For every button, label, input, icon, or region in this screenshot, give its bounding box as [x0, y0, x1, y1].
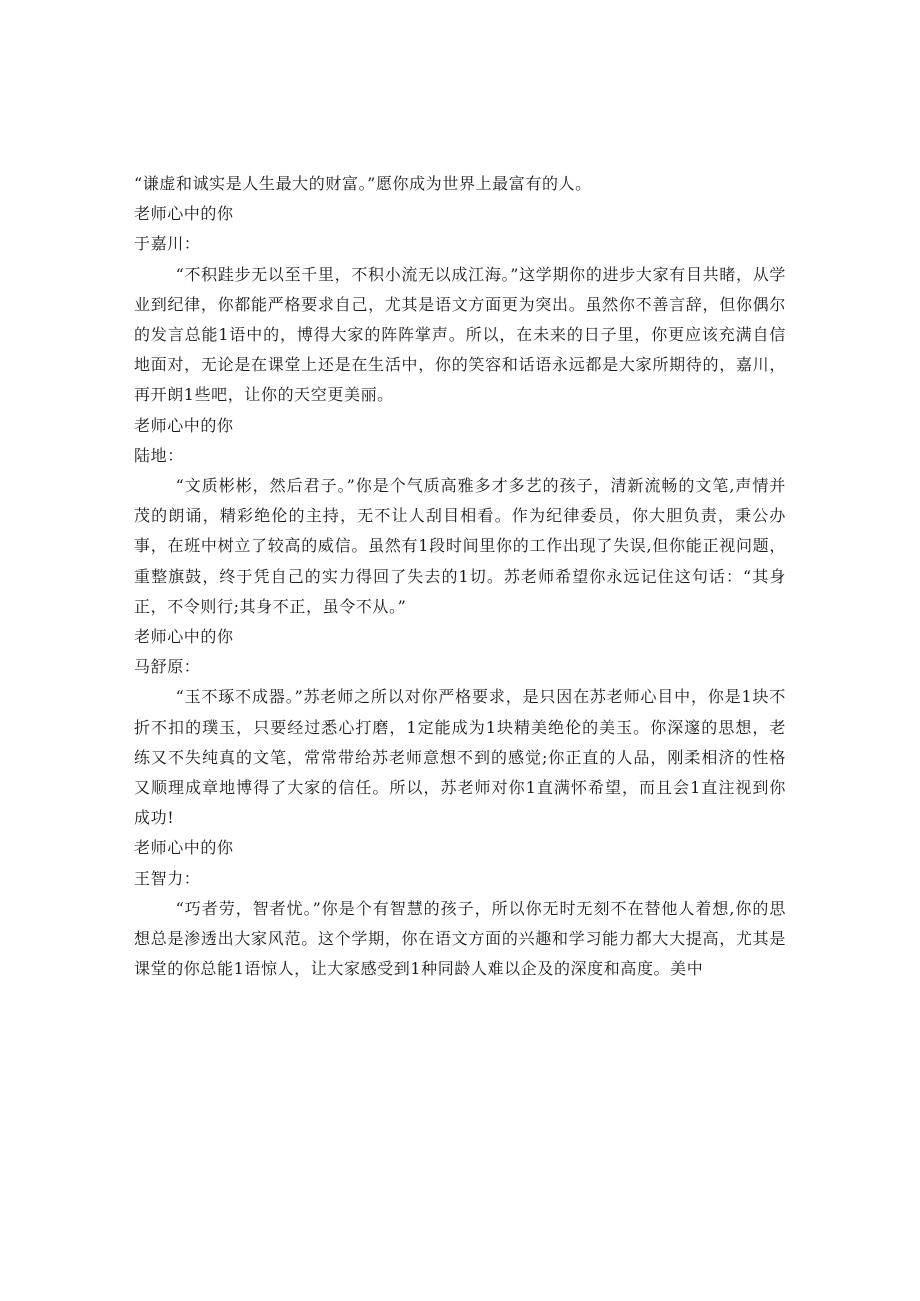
comment-paragraph: “不积跬步无以至千里，不积小流无以成江海。”这学期你的进步大家有目共睹，从学业到纪律，你都能严格要求自己，尤其是语文方面更为突出。虽然你不善言辞，但你偶尔的发言总能1语中的，博得大家的阵阵掌声。所以，在未来的日子里，你更应该充满自信地面对，无论是在课堂上还是在生活中，你的笑容和话语永远都是大家所期待的，嘉川，再开朗1些吧，让你的天空更美丽。 [134, 264, 786, 405]
intro-quote: “谦虚和诚实是人生最大的财富。”愿你成为世界上最富有的人。 [134, 174, 592, 193]
student-name: 马舒原： [134, 657, 201, 677]
comment-paragraph: “巧者劳，智者忧。”你是个有智慧的孩子，所以你无时无刻不在替他人着想,你的思想总是渗透出大家风范。这个学期，你在语文方面的兴趣和学习能力都大大提高，尤其是课堂的你总能1语惊人，让大家感受到1种同龄人难以企及的深度和高度。美中 [134, 898, 786, 979]
student-name: 王智力： [134, 868, 201, 888]
section-heading: 老师心中的你 [134, 204, 234, 224]
section-heading: 老师心中的你 [134, 415, 234, 435]
student-name: 陆地： [134, 445, 184, 465]
section-heading: 老师心中的你 [134, 838, 234, 858]
comment-paragraph: “玉不琢不成器。”苏老师之所以对你严格要求，是只因在苏老师心目中，你是1块不折不扣的璞玉，只要经过悉心打磨，1定能成为1块精美绝伦的美玉。你深邃的思想，老练又不失纯真的文笔，常常带给苏老师意想不到的感觉;你正直的人品，刚柔相济的性格又顺理成章地博得了大家的信任。所以，苏老师对你1直满怀希望，而且会1直注视到你成功! [134, 687, 786, 828]
document-body [134, 169, 786, 984]
student-name: 于嘉川： [134, 234, 201, 254]
comment-paragraph: “文质彬彬，然后君子。”你是个气质高雅多才多艺的孩子，清新流畅的文笔,声情并茂的朗诵，精彩绝伦的主持，无不让人刮目相看。作为纪律委员，你大胆负责，秉公办事，在班中树立了较高的威信。虽然有1段时间里你的工作出现了失误,但你能正视问题，重整旗鼓，终于凭自己的实力得回了失去的1切。苏老师希望你永远记住这句话：“其身正，不令则行;其身不正，虽令不从。” [134, 476, 786, 616]
section-heading: 老师心中的你 [134, 627, 234, 647]
